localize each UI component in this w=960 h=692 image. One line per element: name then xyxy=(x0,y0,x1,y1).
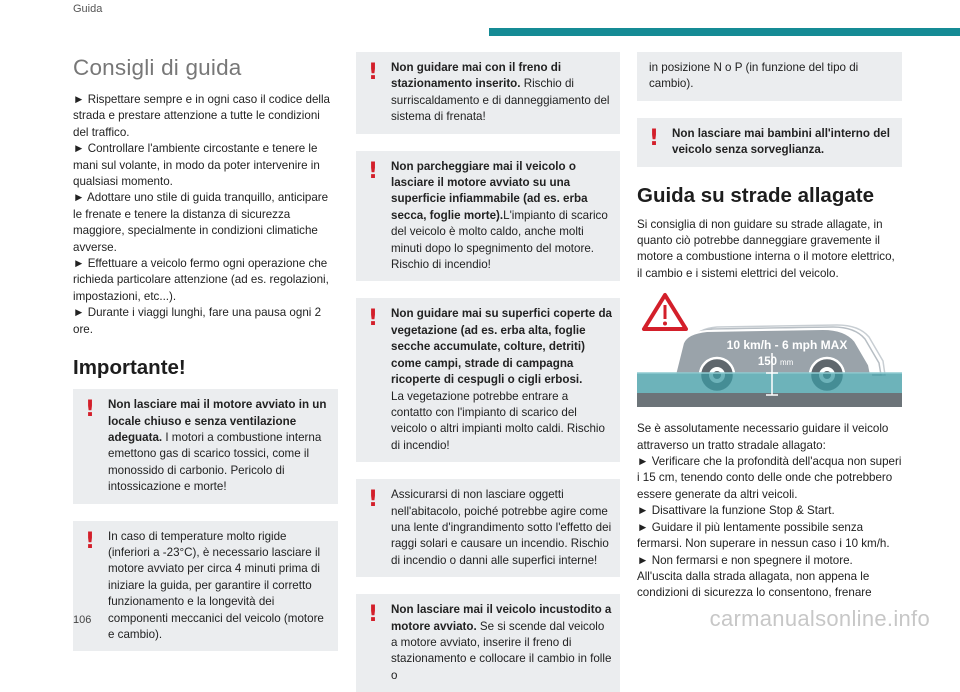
warning-bold: Non parcheggiare mai il veicolo o lasciare il motore avviato su una superficie infiammabile (ad es. erba secca, foglie morte). xyxy=(391,159,588,222)
warning-bold: Non guidare mai su superfici coperte da vegetazione (ad es. erba alta, foglie secche accumulate, colture, detriti) come campi, strade di campagna ricoperte di cespugli o cigli erbosi. xyxy=(391,307,612,387)
warning-box xyxy=(73,389,338,503)
flooded-intro: Si consiglia di non guidare su strade allagate, in quanto ciò potrebbe danneggiare gravemente il motore a combustione interna o il motore elettrico, il cambio e i sistemi elettrici del veicolo. xyxy=(637,217,895,280)
intro-line: ► Controllare l'ambiente circostante e tenere le mani sul volante, in modo da poter intervenire in qualsiasi momento. xyxy=(73,142,320,189)
warning-text: La vegetazione potrebbe entrare a contatto con l'impianto di scarico del veicolo o altri impianti molto caldi. Rischio di incendio! xyxy=(391,389,605,452)
warning-text: Se si scende dal veicolo a motore avviato, inserire il freno di stazionamento e collocare il cambio in folle o xyxy=(391,619,612,682)
header-accent-bar xyxy=(489,28,960,36)
intro-line: ► Effettuare a veicolo fermo ogni operazione che richieda particolare attenzione (ad es. regolazioni, impostazioni, etc...). xyxy=(73,257,329,303)
column-3 xyxy=(637,52,902,602)
watermark: carmanualsonline.info xyxy=(709,606,930,631)
warning-exclamation-icon: ! xyxy=(85,397,96,423)
intro-text xyxy=(73,92,338,338)
important-heading: Importante! xyxy=(73,356,186,380)
body-line: ► Verificare che la profondità dell'acqua non superi i 15 cm, tenendo conto delle onde che potrebbero essere generate da altri veicoli. xyxy=(637,455,902,501)
depth-unit-label: mm xyxy=(780,358,794,368)
body-line: All'uscita dalla strada allagata, non appena le condizioni di sicurezza lo consentono, frenare xyxy=(637,569,872,600)
body-line: Se è assolutamente necessario guidare il veicolo attraverso un tratto stradale allagato: xyxy=(637,422,889,452)
warning-box xyxy=(356,298,620,462)
warning-text: I motori a combustione interna emettono gas di scarico tossici, come il monossido di carbonio. Pericolo di intossicazione e morte! xyxy=(108,430,322,494)
warning-box xyxy=(73,521,338,652)
warning-exclamation-icon: ! xyxy=(368,306,379,332)
warning-exclamation-icon: ! xyxy=(368,487,379,513)
body-line: ► Guidare il più lentamente possibile senza fermarsi. Non superare in nessun caso i 10 km/h. xyxy=(637,520,890,551)
warning-bold: Non lasciare mai bambini all'interno del veicolo senza sorveglianza. xyxy=(672,126,890,157)
warning-text: L'impianto di scarico del veicolo è molto caldo, anche molti minuti dopo lo spegnimento del motore. Rischio di incendio! xyxy=(391,208,608,272)
page-number: 106 xyxy=(73,614,92,626)
warning-text: In caso di temperature molto rigide (inferiori a -23°C), è necessario lasciare il motore avviato per circa 4 minuti prima di iniziare la guida, per garantire il corretto funzionamento e la longevità dei componenti meccanici del veicolo (motore e cambio). xyxy=(108,529,324,641)
body-line: ► Non fermarsi e non spegnere il motore. xyxy=(637,553,853,567)
depth-value-label: 150 xyxy=(757,356,777,369)
column-1 xyxy=(73,52,338,668)
warning-exclamation-icon: ! xyxy=(85,528,96,554)
intro-line: ► Durante i viaggi lunghi, fare una pausa ogni 2 ore. xyxy=(73,306,322,336)
speed-limit-label: 10 km/h - 6 mph MAX xyxy=(726,338,848,353)
running-header: Guida xyxy=(73,3,103,15)
flooded-body xyxy=(637,421,902,601)
warning-bold: Non lasciare mai il veicolo incustodito a motore avviato. xyxy=(391,603,612,633)
car-in-water-figure xyxy=(637,293,902,407)
flooded-roads-heading: Guida su strade allagate xyxy=(637,183,874,207)
warning-exclamation-icon: ! xyxy=(368,602,379,628)
warning-exclamation-icon: ! xyxy=(368,60,379,85)
warning-box xyxy=(637,118,902,167)
intro-line: ► Rispettare sempre e in ogni caso il codice della strada e prestare attenzione a tutte le condizioni del traffico. xyxy=(73,93,331,139)
warning-bold: Non guidare mai con il freno di stazionamento inserito. xyxy=(391,61,562,91)
body-line: ► Disattivare la funzione Stop & Start. xyxy=(637,504,835,518)
warning-box xyxy=(356,479,620,577)
warning-text: Rischio di surriscaldamento e di danneggiamento del sistema di frenata! xyxy=(391,77,610,124)
warning-box xyxy=(356,52,620,134)
warning-exclamation-icon: ! xyxy=(368,158,379,184)
warning-bold: Non lasciare mai il motore avviato in un locale chiuso e senza ventilazione adeguata. xyxy=(108,398,327,444)
section-title: Consigli di guida xyxy=(73,55,242,80)
warning-box xyxy=(356,151,620,282)
warning-box xyxy=(356,594,620,692)
warning-exclamation-icon: ! xyxy=(649,125,660,151)
column-2 xyxy=(356,52,620,692)
continued-text: in posizione N o P (in funzione del tipo di cambio). xyxy=(649,61,859,91)
intro-line: ► Adottare uno stile di guida tranquillo, anticipare le frenate e tenere la distanza di sicurezza maggiore, specialmente in condizioni climatiche avverse. xyxy=(73,191,329,254)
continued-box xyxy=(637,52,902,101)
flooded-road-illustration xyxy=(637,293,902,407)
warning-text: Assicurarsi di non lasciare oggetti nell'abitacolo, poiché potrebbe agire come una lente d'ingrandimento sotto l'effetto dei raggi solari e causare un incendio. Rischio di incendio o danni alle superfici interne! xyxy=(391,488,612,567)
